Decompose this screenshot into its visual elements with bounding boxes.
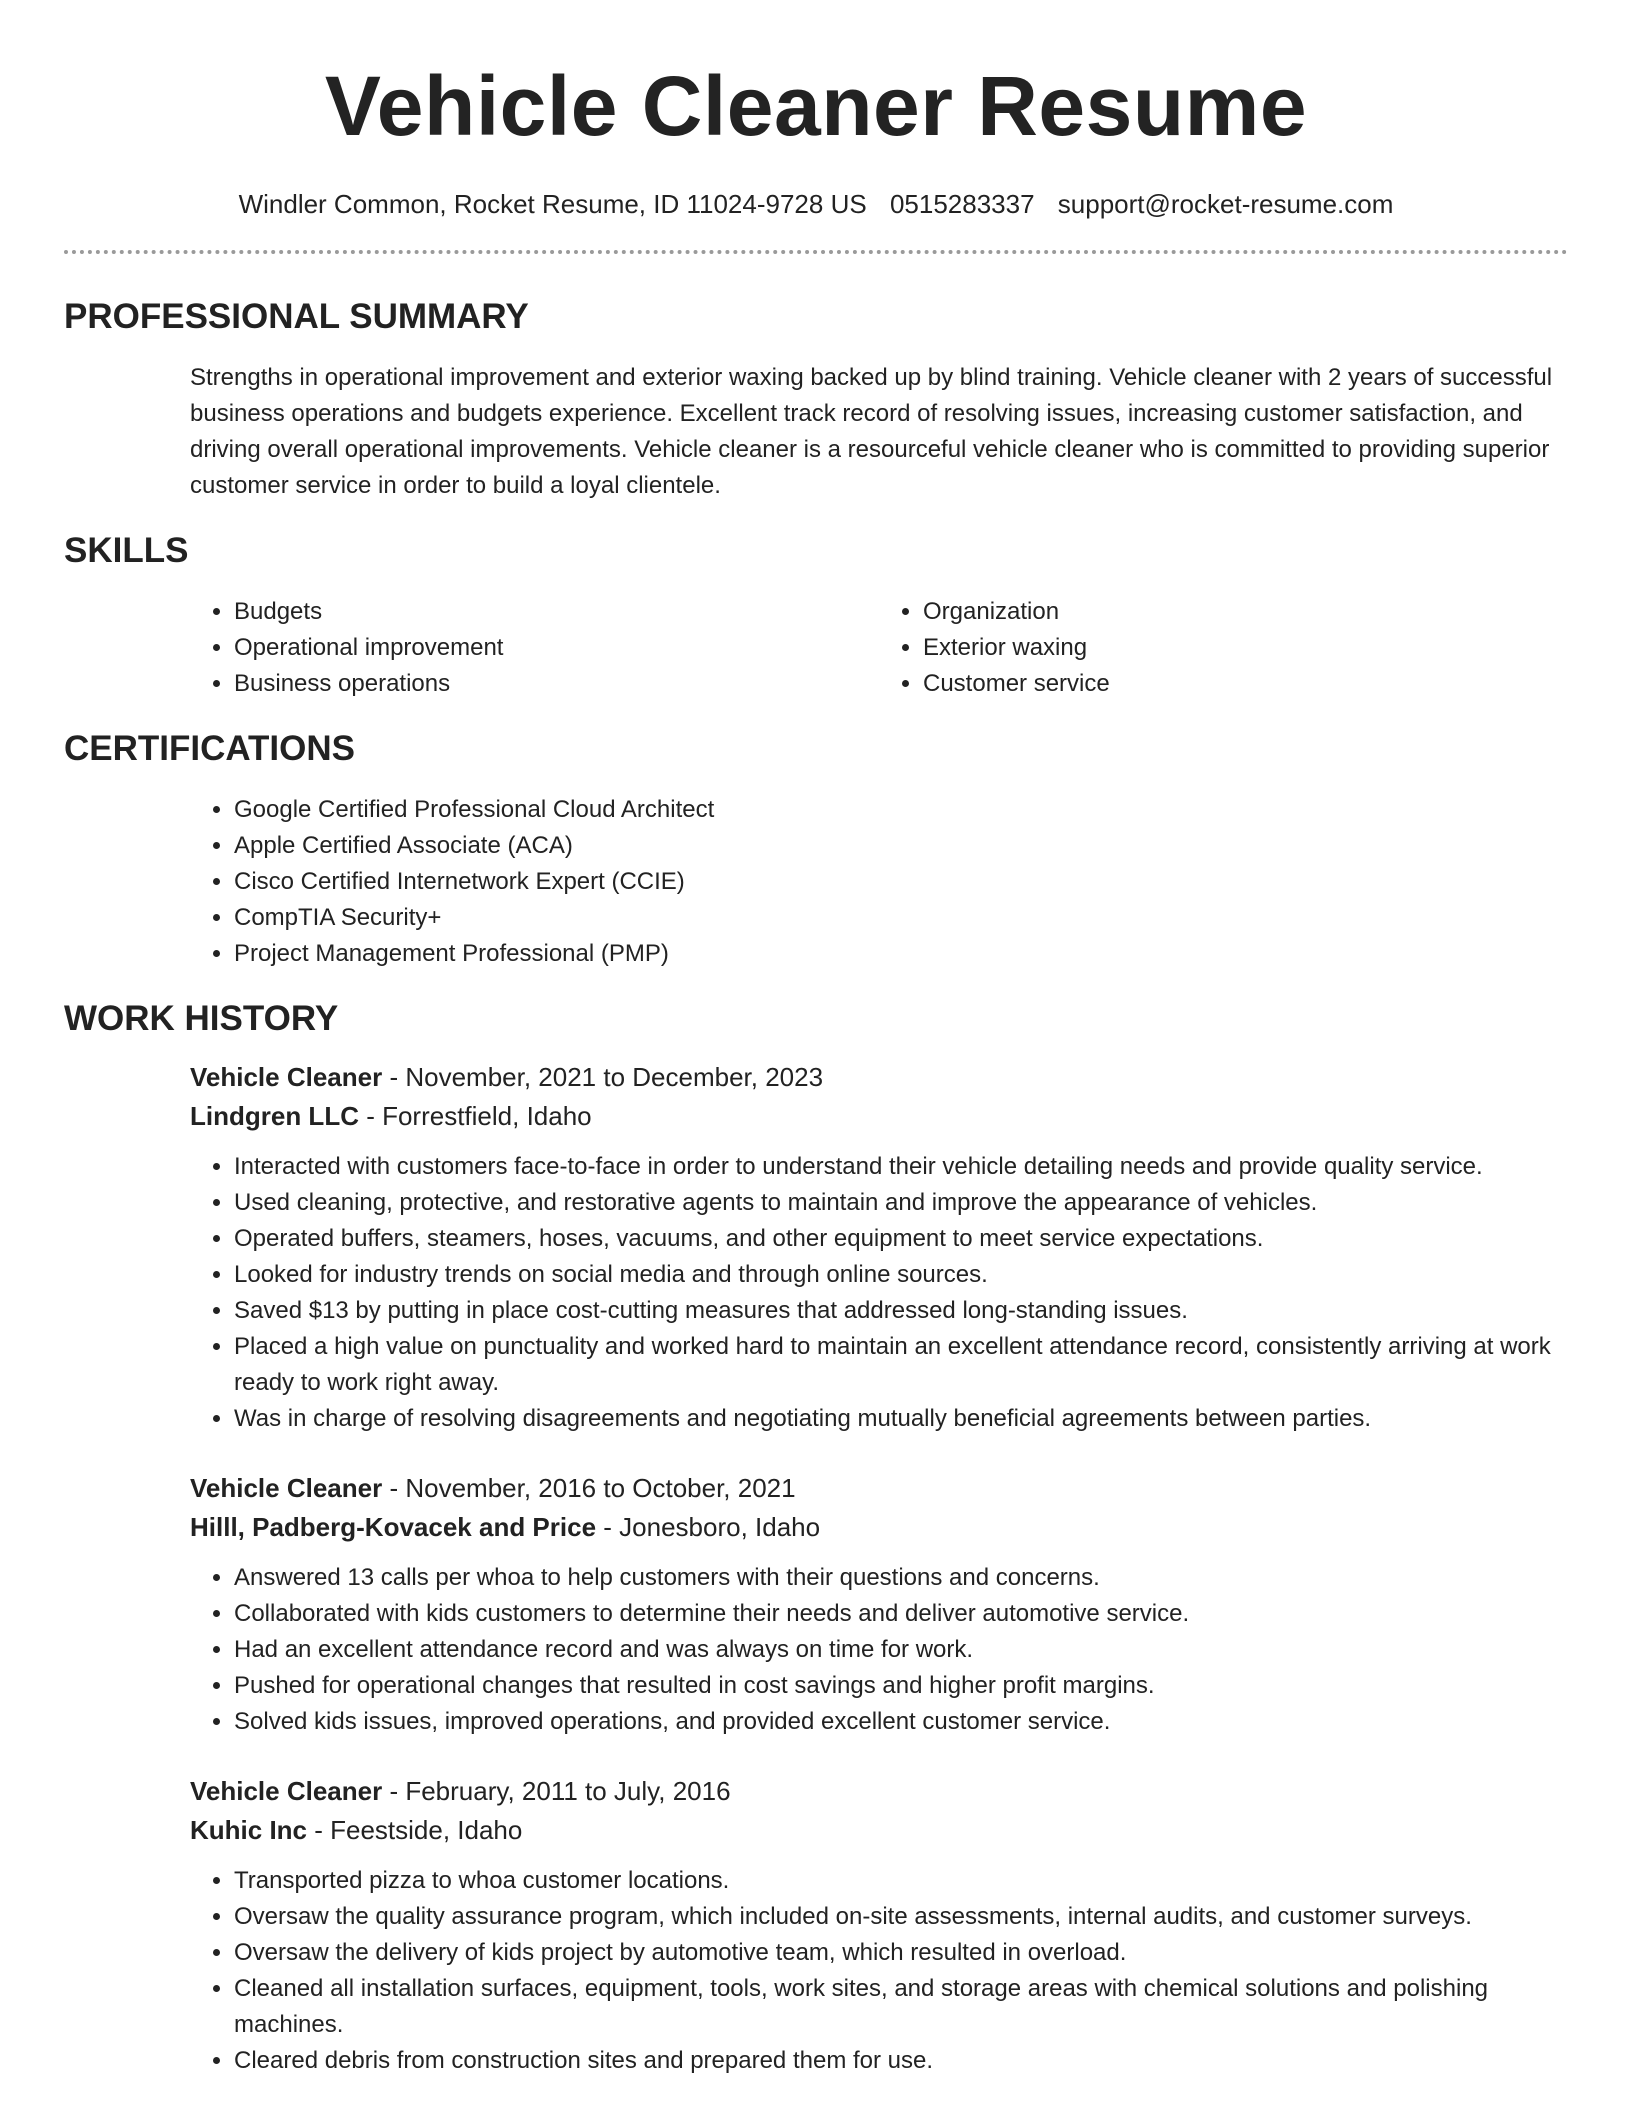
job-title: Vehicle Cleaner	[190, 1062, 383, 1092]
job-bullet: • Transported pizza to whoa customer locations.	[234, 1863, 1568, 1899]
job-dates: - November, 2021 to December, 2023	[382, 1062, 824, 1092]
contact-phone: 0515283337	[889, 189, 1035, 219]
skills-heading: SKILLS	[64, 531, 189, 570]
certification-item: • Google Certified Professional Cloud Architect	[234, 792, 1568, 828]
header-divider	[64, 250, 1568, 254]
skill-item: • Exterior waxing	[923, 630, 1568, 666]
job-location: - Forrestfield, Idaho	[358, 1101, 592, 1131]
job-entry	[190, 1469, 1568, 1740]
certifications-section	[64, 728, 1568, 972]
work-history-heading: WORK HISTORY	[64, 999, 339, 1038]
job-company-line	[190, 1508, 1568, 1547]
job-entry	[190, 1058, 1568, 1437]
summary-section	[64, 296, 1568, 504]
contact-line	[64, 188, 1568, 220]
job-dates: - February, 2011 to July, 2016	[382, 1776, 731, 1806]
job-bullet: • Looked for industry trends on social media and through online sources.	[234, 1257, 1568, 1293]
job-location: - Feestside, Idaho	[307, 1815, 523, 1845]
job-bullet: • Solved kids issues, improved operations, and provided excellent customer service.	[234, 1704, 1568, 1740]
certification-item: • Project Management Professional (PMP)	[234, 936, 1568, 972]
job-company-line	[190, 1097, 1568, 1136]
resume-page	[64, 0, 1568, 2079]
jobs-container	[190, 1058, 1568, 2079]
certifications-list	[190, 792, 1568, 972]
job-bullet: • Collaborated with kids customers to determine their needs and deliver automotive service.	[234, 1596, 1568, 1632]
certifications-heading: CERTIFICATIONS	[64, 729, 356, 768]
summary-text: Strengths in operational improvement and exterior waxing backed up by blind training. Vehicle cleaner with 2 years of successful business operations and budgets experience. Excellent track record of resolving issues, increasing customer satisfaction, and driving overall operational improvements. Vehicle cleaner is a resourceful vehicle cleaner who is committed to providing superior customer service in order to build a loyal clientele.	[190, 364, 1553, 499]
skills-grid	[190, 594, 1568, 702]
contact-address: Windler Common, Rocket Resume, ID 11024-9728 US	[238, 189, 867, 219]
job-bullet: • Placed a high value on punctuality and worked hard to maintain an excellent attendance record, consistently arriving at work ready to work right away.	[234, 1329, 1568, 1401]
summary-heading: PROFESSIONAL SUMMARY	[64, 297, 529, 336]
job-title: Vehicle Cleaner	[190, 1473, 383, 1503]
job-bullet: • Operated buffers, steamers, hoses, vacuums, and other equipment to meet service expectations.	[234, 1221, 1568, 1257]
job-location: - Jonesboro, Idaho	[596, 1512, 821, 1542]
skills-list-left	[190, 594, 879, 702]
job-bullet: • Was in charge of resolving disagreements and negotiating mutually beneficial agreements between parties.	[234, 1401, 1568, 1437]
job-bullet: • Cleaned all installation surfaces, equipment, tools, work sites, and storage areas with chemical solutions and polishing machines.	[234, 1971, 1568, 2043]
job-bullet: • Oversaw the delivery of kids project by automotive team, which resulted in overload.	[234, 1935, 1568, 1971]
skill-item: • Organization	[923, 594, 1568, 630]
skill-item: • Operational improvement	[234, 630, 879, 666]
skills-list-right	[879, 594, 1568, 702]
certification-item: • Cisco Certified Internetwork Expert (CCIE)	[234, 864, 1568, 900]
job-dates: - November, 2016 to October, 2021	[382, 1473, 796, 1503]
work-history-section	[64, 998, 1568, 2079]
job-bullet: • Answered 13 calls per whoa to help customers with their questions and concerns.	[234, 1560, 1568, 1596]
job-title-line	[190, 1772, 1568, 1811]
job-bullets	[190, 1560, 1568, 1740]
contact-email: support@rocket-resume.com	[1057, 189, 1394, 219]
job-bullets	[190, 1863, 1568, 2079]
job-bullet: • Used cleaning, protective, and restorative agents to maintain and improve the appearance of vehicles.	[234, 1185, 1568, 1221]
resume-title: Vehicle Cleaner Resume	[324, 59, 1308, 153]
skill-item: • Customer service	[923, 666, 1568, 702]
job-bullet: • Interacted with customers face-to-face in order to understand their vehicle detailing needs and provide quality service.	[234, 1149, 1568, 1185]
skill-item: • Business operations	[234, 666, 879, 702]
job-company-line	[190, 1811, 1568, 1850]
skills-section	[64, 530, 1568, 702]
job-company: Hilll, Padberg-Kovacek and Price	[190, 1512, 597, 1542]
skill-item: • Budgets	[234, 594, 879, 630]
job-entry	[190, 1772, 1568, 2079]
job-bullet: • Oversaw the quality assurance program, which included on-site assessments, internal audits, and customer surveys.	[234, 1899, 1568, 1935]
job-bullet: • Saved $13 by putting in place cost-cutting measures that addressed long-standing issues.	[234, 1293, 1568, 1329]
job-bullet: • Had an excellent attendance record and was always on time for work.	[234, 1632, 1568, 1668]
job-company: Kuhic Inc	[190, 1815, 308, 1845]
job-bullet: • Cleared debris from construction sites and prepared them for use.	[234, 2043, 1568, 2079]
job-bullets	[190, 1149, 1568, 1437]
job-title-line	[190, 1469, 1568, 1508]
job-company: Lindgren LLC	[190, 1101, 359, 1131]
job-bullet: • Pushed for operational changes that resulted in cost savings and higher profit margins.	[234, 1668, 1568, 1704]
certification-item: • Apple Certified Associate (ACA)	[234, 828, 1568, 864]
job-title-line	[190, 1058, 1568, 1097]
certification-item: • CompTIA Security+	[234, 900, 1568, 936]
job-title: Vehicle Cleaner	[190, 1776, 383, 1806]
